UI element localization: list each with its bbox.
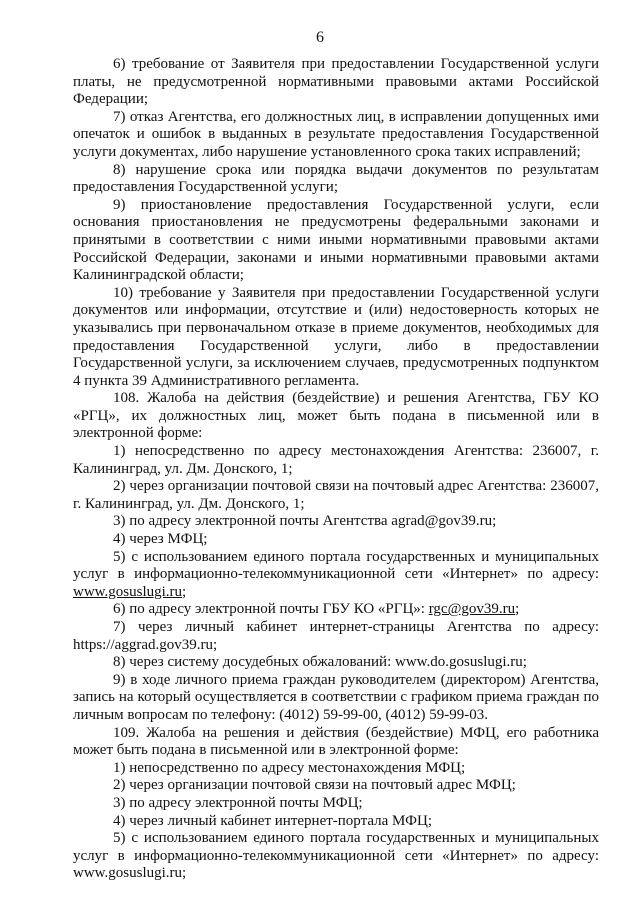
- list-item-9-personal-reception: 9) в ходе личного приема граждан руководителем (директором) Агентства, запись на который осуществляется в соответствии с графиком приема граждан по личным вопросам по телефону: (4012) 59-99-00, (4012) 59-99-03.: [73, 671, 599, 723]
- paragraph-10-document-requirement: 10) требование у Заявителя при предоставлении Государственной услуги документов или информации, отсутствие и (или) недостоверность которых не указывались при первоначальном отказе в приеме документов, необходимых для предоставления Государственной услуги, либо в предоставлении Государственной услуги, за исключением случаев, предусмотренных подпунктом 4 пункта 39 Административного регламента.: [73, 284, 599, 389]
- list-item-6-rgc-email: [73, 601, 599, 619]
- gosuslugi-link[interactable]: www.gosuslugi.ru: [73, 583, 183, 600]
- rgc-email-link[interactable]: rgc@gov39.ru: [428, 601, 516, 618]
- paragraph-9-suspension: 9) приостановление предоставления Государственной услуги, если основания приостановления не предусмотрены федеральными законами и принятыми в соответствии с ними иными нормативными правовыми актами Российской Федерации, законами и иными нормативными правовыми актами Калининградской области;: [73, 196, 599, 284]
- list-item-3-agency-email: 3) по адресу электронной почты Агентства agrad@gov39.ru;: [113, 513, 497, 530]
- list-item-8-pretrial-system: 8) через систему досудебных обжалований: www.do.gosuslugi.ru;: [113, 654, 527, 671]
- page-number: 6: [316, 29, 324, 46]
- gosuslugi-tail: ;: [182, 583, 187, 600]
- mfc-item-1-address: 1) непосредственно по адресу местонахождения МФЦ;: [113, 759, 466, 776]
- gosuslugi-text: 5) с использованием единого портала государственных и муниципальных услуг в информационно-телекоммуникационной сети «Интернет» по адресу:: [73, 548, 599, 583]
- paragraph-8-issuance-violation: 8) нарушение срока или порядка выдачи документов по результатам предоставления Государственной услуги;: [73, 161, 599, 196]
- rgc-tail: ;: [515, 601, 520, 618]
- mfc-item-4-cabinet: 4) через личный кабинет интернет-портала МФЦ;: [113, 812, 433, 829]
- list-item-4-mfc: 4) через МФЦ;: [113, 531, 208, 548]
- mfc-item-2-postal: 2) через организации почтовой связи на почтовый адрес МФЦ;: [113, 777, 516, 794]
- paragraph-6-fee-requirement: 6) требование от Заявителя при предоставлении Государственной услуги платы, не предусмотренной нормативными правовыми актами Российской Федерации;: [73, 56, 599, 108]
- list-item-1-agency-address: 1) непосредственно по адресу местонахождения Агентства: 236007, г. Калининград, ул. Дм. Донского, 1;: [73, 443, 599, 477]
- list-item-7-agency-cabinet: 7) через личный кабинет интернет-страницы Агентства по адресу: https://aggrad.gov39.ru;: [73, 619, 599, 653]
- list-item-5-gosuslugi-portal: [73, 549, 599, 602]
- list-item-2-postal-address: 2) через организации почтовой связи на почтовый адрес Агентства: 236007, г. Калининград, ул. Дм. Донского, 1;: [73, 478, 599, 512]
- document-body: [73, 56, 599, 883]
- paragraph-108-complaint-intro: 108. Жалоба на действия (бездействие) и решения Агентства, ГБУ КО «РГЦ», их должностных лиц, может быть подана в письменной или в электронной форме:: [73, 390, 599, 442]
- paragraph-7-correction-refusal: 7) отказ Агентства, его должностных лиц, в исправлении допущенных ими опечаток и ошибок в выданных в результате предоставления Государственной услуги документах, либо нарушение установленного срока таких исправлений;: [73, 108, 599, 160]
- mfc-item-5-gosuslugi: 5) с использованием единого портала государственных и муниципальных услуг в информационно-телекоммуникационной сети «Интернет» по адресу: www.gosuslugi.ru;: [73, 830, 599, 882]
- rgc-text: 6) по адресу электронной почты ГБУ КО «РГЦ»:: [113, 601, 429, 618]
- paragraph-109-mfc-complaint: 109. Жалоба на решения и действия (бездействие) МФЦ, его работника может быть подана в письменной или в электронной форме:: [73, 724, 599, 759]
- mfc-item-3-email: 3) по адресу электронной почты МФЦ;: [113, 794, 363, 811]
